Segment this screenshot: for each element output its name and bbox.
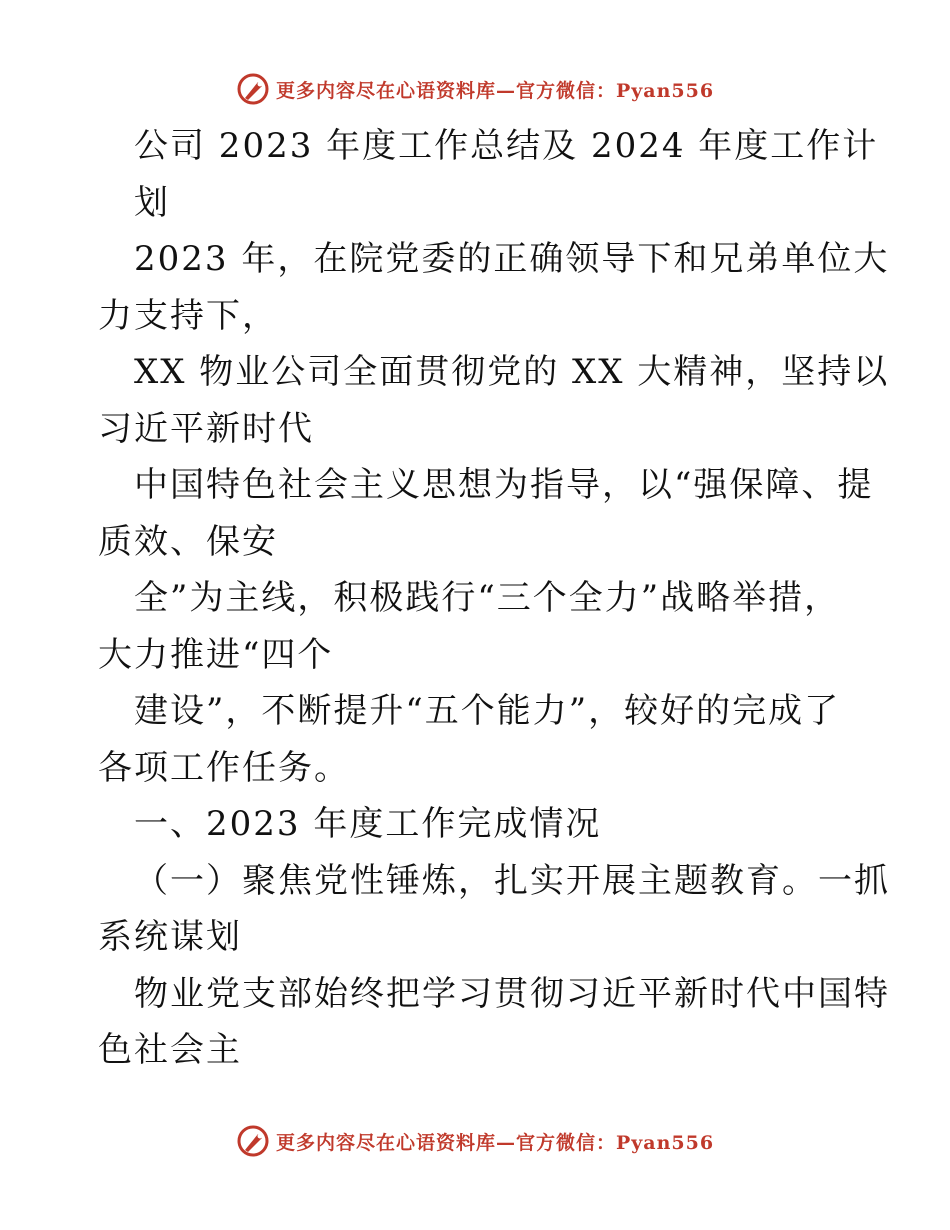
subsection-heading: （一）聚焦党性锤炼，扎实开展主题教育。一抓 <box>134 860 890 901</box>
document-body <box>98 118 890 1079</box>
paragraph-line: 色社会主 <box>98 1030 242 1070</box>
section-heading: 一、2023 年度工作完成情况 <box>134 804 602 844</box>
paragraph-line: 物业党支部始终把学习贯彻习近平新时代中国特 <box>134 973 890 1014</box>
watermark-header <box>0 72 950 106</box>
pen-nib-circle-icon <box>236 1124 270 1158</box>
pen-nib-circle-icon <box>236 72 270 106</box>
doc-title-line-1: 公司 2023 年度工作总结及 2024 年度工作计 <box>134 126 879 166</box>
paragraph-line: 力支持下， <box>98 295 278 336</box>
paragraph-line: 中国特色社会主义思想为指导，以“强保障、提 <box>134 465 874 505</box>
watermark-footer <box>0 1124 950 1158</box>
paragraph-line: 建设”，不断提升“五个能力”，较好的完成了 <box>134 691 841 731</box>
paragraph-line: 全”为主线，积极践行“三个全力”战略举措， <box>134 578 841 618</box>
watermark-text: 更多内容尽在心语资料库—官方微信：Pyan556 <box>275 79 715 102</box>
paragraph-line: 各项工作任务。 <box>98 747 350 788</box>
paragraph-line: 质效、保安 <box>98 521 278 562</box>
doc-title-line-2: 划 <box>134 182 170 223</box>
paragraph-line: XX 物业公司全面贯彻党的 XX 大精神，坚持以 <box>134 352 890 392</box>
paragraph-line: 大力推进“四个 <box>98 634 334 675</box>
watermark-text: 更多内容尽在心语资料库—官方微信：Pyan556 <box>275 1131 715 1154</box>
paragraph-line: 2023 年，在院党委的正确领导下和兄弟单位大 <box>134 239 890 279</box>
paragraph-line: 系统谋划 <box>98 917 242 957</box>
paragraph-line: 习近平新时代 <box>98 408 314 449</box>
